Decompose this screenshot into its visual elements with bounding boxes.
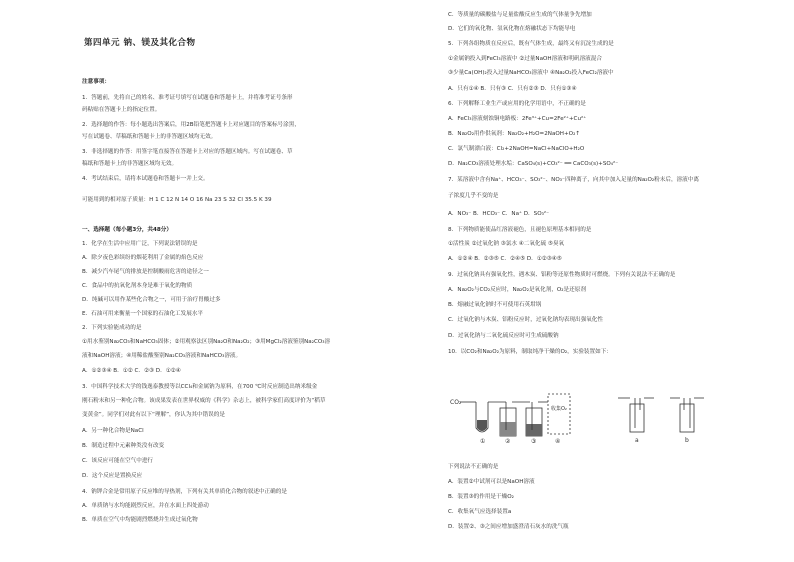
fig-label-a: a xyxy=(635,437,639,444)
right-text-line: D．Na₂CO₃溶液处理水垢：CaSO₄(s)+CO₃²⁻ ══ CaCO₃(s)+SO₄²⁻ xyxy=(448,161,619,167)
right-text-line: C．等质量的碳酸盐与足量盐酸反应生成的气体量争先增加 xyxy=(448,12,592,18)
right-text-line: D．它们的氧化物、氢氧化物在熔融状态下均能导电 xyxy=(448,26,576,32)
left-text-line: B．减少汽车尾气的排放是控制酸雨危害的途径之一 xyxy=(82,269,209,275)
left-text-line: 液和NaOH溶液；④用稀盐酸鉴别Na₂CO₃溶液和NaHCO₃溶液。 xyxy=(82,353,242,359)
left-text-line: B．单质在空气中均能剧烈燃烧并生成过氧化物 xyxy=(82,517,198,523)
fig-label-b: b xyxy=(685,437,689,444)
right-text-line: C．收集氧气应选择装置a xyxy=(448,509,512,515)
left-text-line: 写在试题卷、草稿纸和答题卡上的非答题区域均无效。 xyxy=(82,134,217,140)
fig-label-2: ② xyxy=(505,438,511,445)
right-text-line: C．过氧化钠与木炭、铝粉反应时，过氧化钠均表现出强氧化性 xyxy=(448,317,603,323)
left-text-line: B．制造过程中元素种类没有改变 xyxy=(82,443,165,449)
left-text-line: 2．选择题的作答：每小题选出答案后，用2B铅笔把答题卡上对应题目的答案标号涂黑， xyxy=(82,122,300,128)
left-text-line: C．该反应可能在空气中进行 xyxy=(82,458,154,464)
fig-label-3: ③ xyxy=(531,438,537,445)
right-text-line: A．装置②中试剂可以是NaOH溶液 xyxy=(448,479,535,485)
left-text-line: 稿纸和答题卡上的非答题区域均无效。 xyxy=(82,161,178,167)
right-text-line: 9．过氧化钠具有强氧化性，遇木炭、铝粉等还原性物质时可燃烧。下列有关说法不正确的是 xyxy=(448,272,676,278)
left-column xyxy=(82,0,382,562)
right-text-line: A．NO₃⁻ B．HCO₃⁻ C．Na⁺ D．SO₃²⁻ xyxy=(448,211,550,217)
co2-label: CO₂ xyxy=(450,399,462,406)
right-text-line: 6．下列解释工业生产或应用的化学用语中，不正确的是 xyxy=(448,101,586,107)
right-text-line: B．熔融过氧化钠时不可使用石英坩埚 xyxy=(448,302,542,308)
left-text-line: 刚石粉末和另一种化合物。该成果发表在世界权威的《科学》杂志上，被科学家们高度评价为“稻草 xyxy=(82,398,326,404)
right-text-line: 8．下列物质能使品红溶液褪色，且褪色原理基本相同的是 xyxy=(448,227,592,233)
left-text-line: 2．下列实验能成功的是 xyxy=(82,325,142,331)
left-text-line: A．①②③④ B．①② C．②③ D．①②④ xyxy=(82,368,181,374)
right-text-line: 7．某溶液中含有Na⁺、HCO₃⁻、SO₃²⁻、NO₃⁻四种离子，向其中加入足量的Na₂O₂粉末后，溶液中离 xyxy=(448,177,699,183)
left-text-line: D．这个反应是置换反应 xyxy=(82,473,143,479)
right-text-line: ③少量Ca(OH)₂投入过量NaHCO₃溶液中 ④Na₂O₂投入FeCl₂溶液中 xyxy=(448,70,614,76)
right-text-line: A．只有①④ B．只有③ C．只有②③ D．只有①③④ xyxy=(448,86,577,92)
left-text-line: C．食品中的抗氧化剂本身是难于氧化的物质 xyxy=(82,283,193,289)
right-text-line: C．氯气制漂白液：Cl₂+2NaOH=NaCl+NaClO+H₂O xyxy=(448,146,585,152)
right-text-line: B．装置③的作用是干燥O₂ xyxy=(448,494,514,500)
left-text-line: 一、选择题（每小题3分，共48分） xyxy=(82,227,172,233)
right-text-line: D．装置②、③之间应增加盛澄清石灰水的洗气瓶 xyxy=(448,524,569,530)
left-text-line: 1．化学在生活中应用广泛，下列说法错误的是 xyxy=(82,241,198,247)
left-text-line: 3．非选择题的作答：用签字笔直接答在答题卡上对应的答题区域内。写在试题卷、草 xyxy=(82,149,293,155)
right-text-line: D．过氧化钠与二氧化硫反应时可生成硫酸钠 xyxy=(448,333,559,339)
fig-label-1: ① xyxy=(480,438,486,445)
left-text-line: 变黄金”。同学们对此有以下“理解”，你认为其中错误的是 xyxy=(82,412,225,418)
right-text-line: ①活性炭 ②过氧化钠 ③氯水 ④二氧化硫 ⑤臭氧 xyxy=(448,241,565,247)
left-text-line: 4．钠钾合金是常用原子反应堆的导热剂，下列有关其单质化合物的叙述中正确的是 xyxy=(82,489,287,495)
right-text-line: A．Na₂O₂与CO₂反应时，Na₂O₂是氧化剂，O₂是还原剂 xyxy=(448,287,586,293)
fig-label-4: ④ xyxy=(555,438,561,445)
left-text-line: 可能用到的相对原子质量：H 1 C 12 N 14 O 16 Na 23 S 32 Cl 35.5 K 39 xyxy=(82,197,272,203)
left-text-line: 码粘贴在答题卡上的指定位置。 xyxy=(82,107,161,113)
page-title: 第四单元 钠、镁及其化合物 xyxy=(84,38,196,48)
left-text-line: E．石油可用来衡量一个国家的石油化工发展水平 xyxy=(82,311,204,317)
left-text-line: 1．答题前，先将自己的姓名、准考证号填写在试题卷和答题卡上，并将准考证号条形 xyxy=(82,95,293,101)
collect-box-label: 收集O₂ xyxy=(551,406,567,412)
right-text-line: ①金属钠投入到FeCl₃溶液中 ②过量NaOH溶液和明矾溶液混合 xyxy=(448,56,602,62)
left-text-line: A．除夕夜色彩缤纷的烟花利用了金属的焰色反应 xyxy=(82,255,204,261)
left-text-line: ①用水鉴别Na₂CO₃和NaHCO₃固体；②用观察法区别Na₂O和Na₂O₂；③用MgCl₂溶液鉴别Na₂CO₃溶 xyxy=(82,339,331,345)
notice-heading: 注意事项： xyxy=(82,79,110,85)
right-text-line: A．FeCl₃溶液刻蚀铜电路板：2Fe³⁺+Cu=2Fe²⁺+Cu²⁺ xyxy=(448,116,587,122)
right-text-line: 10．以CO₂和Na₂O₂为原料，制取纯净干燥的O₂，实验装置如下： xyxy=(448,349,612,355)
left-text-line: D．纯碱可以用作某些化合物之一，可用于治疗胃酸过多 xyxy=(82,297,221,303)
right-text-line: A．①②④ B．②③⑤ C．②④⑤ D．①②③④⑤ xyxy=(448,256,562,262)
right-text-line: B．Na₂O₂用作供氧剂：Na₂O₂+H₂O=2NaOH+O₂↑ xyxy=(448,131,581,137)
left-text-line: A．另一种化合物是NaCl xyxy=(82,428,144,434)
apparatus-diagram xyxy=(448,390,708,446)
right-text-line: 5．下列各组物质在反应后，既有气体生成，最终又有沉淀生成的是 xyxy=(448,41,614,47)
right-text-line: 下列说法不正确的是 xyxy=(448,464,499,470)
right-text-line: 子浓度几乎不变的是 xyxy=(448,193,499,199)
left-text-line: 3．中国科学技术大学的钱逸泰教授等以CCl₄和金属钠为原料，在700 ℃时反应制造出纳米级金 xyxy=(82,384,318,390)
left-text-line: 4．考试结束后，请将本试题卷和答题卡一并上交。 xyxy=(82,176,209,182)
left-text-line: A．单质钠与水均能剧烈反应，并在水面上四处游动 xyxy=(82,503,209,509)
right-column xyxy=(448,0,778,562)
apparatus-figure xyxy=(448,390,708,446)
